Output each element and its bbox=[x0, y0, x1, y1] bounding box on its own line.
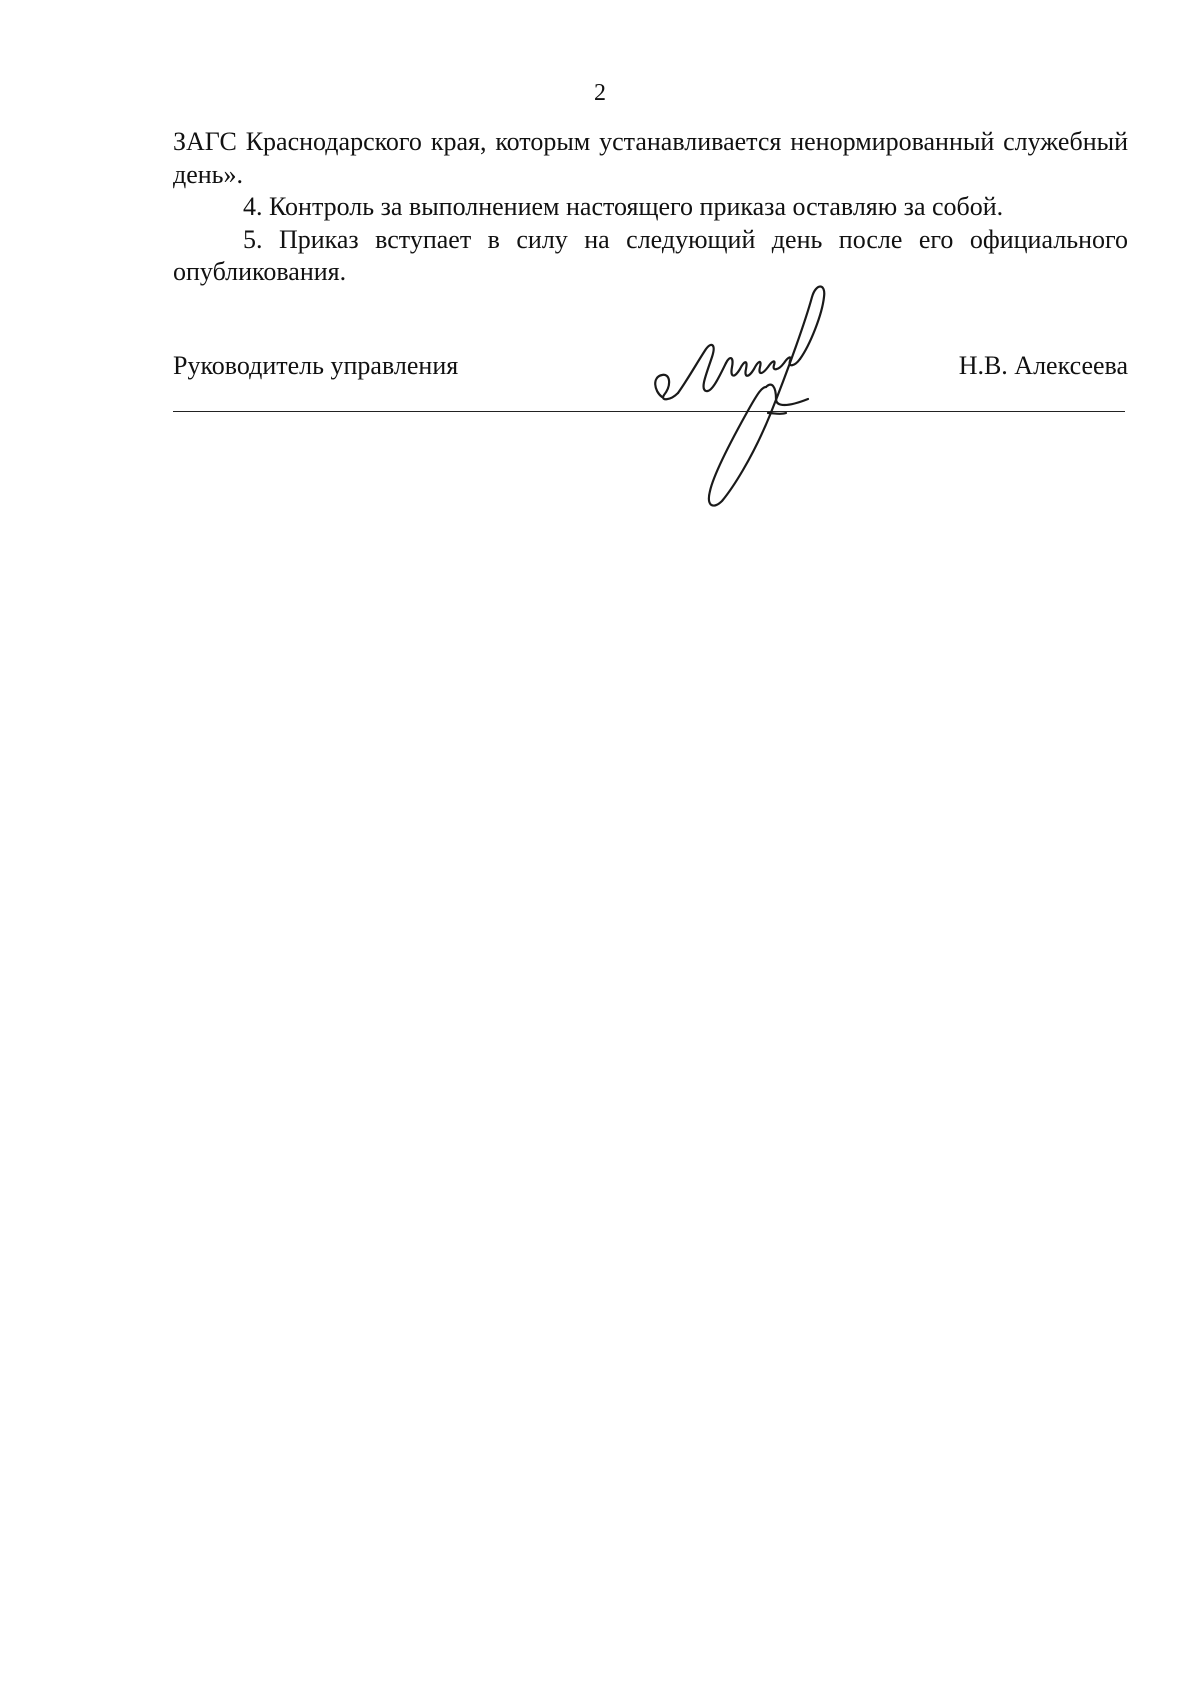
page-number: 2 bbox=[594, 80, 606, 106]
paragraph-item-5: 5. Приказ вступает в силу на следующий день после его официального опубликования. bbox=[173, 224, 1128, 286]
document-body bbox=[173, 126, 1128, 289]
paragraph-item-4: 4. Контроль за выполнением настоящего приказа оставляю за собой. bbox=[243, 192, 1004, 221]
handwritten-signature-icon bbox=[640, 275, 890, 515]
signer-position: Руководитель управления bbox=[173, 351, 459, 380]
signer-name: Н.В. Алексеева bbox=[958, 351, 1128, 380]
paragraph-continuation: ЗАГС Краснодарского края, которым устанавливается ненормированный служебный день». bbox=[173, 127, 1128, 189]
